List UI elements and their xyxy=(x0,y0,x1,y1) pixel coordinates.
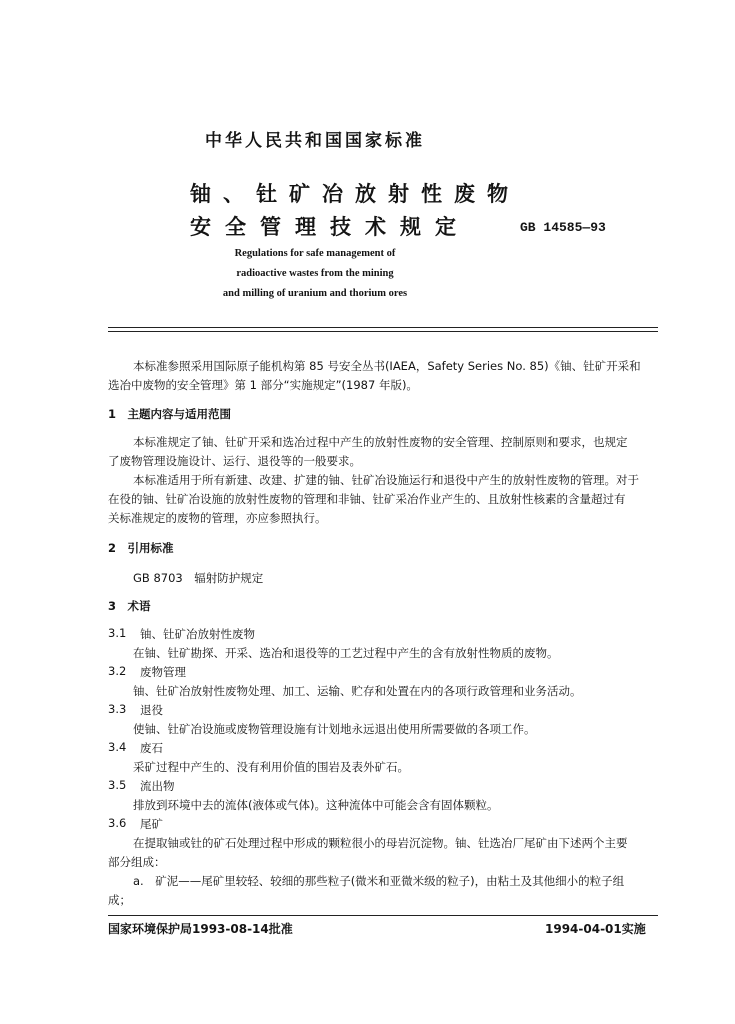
term-3-2-number: 3.2 xyxy=(108,664,127,678)
header-divider-thick xyxy=(108,327,658,328)
item-a-line1: a. 矿泥——尾矿里较轻、较细的那些粒子(微米和亚微米级的粒子)，由粘土及其他细小的粒子组 xyxy=(133,874,625,888)
section-1-p2-line3: 关标准规定的废物的管理，亦应参照执行。 xyxy=(108,511,327,525)
english-title-line2: radioactive wastes from the mining xyxy=(236,268,394,279)
term-3-1-desc: 在铀、钍矿勘探、开采、选冶和退役等的工艺过程中产生的含有放射性物质的废物。 xyxy=(133,646,559,660)
term-3-6-number: 3.6 xyxy=(108,816,127,830)
section-1-p1-line1: 本标准规定了铀、钍矿开采和选冶过程中产生的放射性废物的安全管理、控制原则和要求，也规定 xyxy=(133,435,628,449)
term-3-6-desc-line1: 在提取铀或钍的矿石处理过程中形成的颗粒很小的母岩沉淀物。铀、钍选冶厂尾矿由下述两个主要 xyxy=(133,836,628,850)
effective-date: 1994-04-01实施 xyxy=(545,922,646,936)
term-3-4-number: 3.4 xyxy=(108,740,127,754)
intro-line1: 本标准参照采用国际原子能机构第 85 号安全丛书(IAEA，Safety Series No. 85)《铀、钍矿开采和 xyxy=(133,359,641,373)
document-title-line2: 安全管理技术规定 xyxy=(190,214,470,239)
english-title-line1: Regulations for safe management of xyxy=(234,248,396,259)
term-3-2-desc: 铀、钍矿冶放射性废物处理、加工、运输、贮存和处置在内的各项行政管理和业务活动。 xyxy=(133,684,582,698)
section-3-heading: 3 术语 xyxy=(108,599,151,613)
term-3-1-number: 3.1 xyxy=(108,626,127,640)
term-3-4-desc: 采矿过程中产生的、没有利用价值的围岩及表外矿石。 xyxy=(133,760,409,774)
section-2-heading: 2 引用标准 xyxy=(108,541,174,555)
term-3-4-name: 废石 xyxy=(140,741,163,755)
approval-note: 国家环境保护局1993-08-14批准 xyxy=(108,922,293,936)
term-3-3-desc: 使铀、钍矿冶设施或废物管理设施有计划地永远退出使用所需要做的各项工作。 xyxy=(133,722,536,736)
term-3-2-name: 废物管理 xyxy=(140,665,186,679)
section-1-p2-line2: 在役的铀、钍矿冶设施的放射性废物的管理和非铀、钍矿采冶作业产生的、且放射性核素的含量超过有 xyxy=(108,492,626,506)
standard-code: GB 14585—93 xyxy=(520,220,606,235)
term-3-5-desc: 排放到环境中去的流体(液体或气体)。这种流体中可能会含有固体颗粒。 xyxy=(133,798,499,812)
section-1-heading: 1 主题内容与适用范围 xyxy=(108,407,232,421)
section-1-p2-line1: 本标准适用于所有新建、改建、扩建的铀、钍矿冶设施运行和退役中产生的放射性废物的管理。对于 xyxy=(133,473,639,487)
header-divider-thin xyxy=(108,331,658,332)
reference-gb8703: GB 8703 辐射防护规定 xyxy=(133,571,264,585)
english-title-line3: and milling of uranium and thorium ores xyxy=(222,288,408,299)
standard-type-title: 中华人民共和国国家标准 xyxy=(205,131,425,151)
term-3-5-name: 流出物 xyxy=(140,779,175,793)
intro-line2: 选冶中废物的安全管理》第 1 部分“实施规定”(1987 年版)。 xyxy=(108,378,418,392)
term-3-5-number: 3.5 xyxy=(108,778,127,792)
item-a-line2: 成； xyxy=(108,893,131,907)
term-3-6-desc-line2: 部分组成： xyxy=(108,855,166,869)
term-3-6-name: 尾矿 xyxy=(140,817,163,831)
section-1-p1-line2: 了废物管理设施设计、运行、退役等的一般要求。 xyxy=(108,454,361,468)
footer-divider xyxy=(108,915,658,916)
term-3-3-name: 退役 xyxy=(140,703,163,717)
term-3-1-name: 铀、钍矿冶放射性废物 xyxy=(140,627,255,641)
document-title-line1: 铀、钍矿冶放射性废物 xyxy=(190,181,520,206)
term-3-3-number: 3.3 xyxy=(108,702,127,716)
